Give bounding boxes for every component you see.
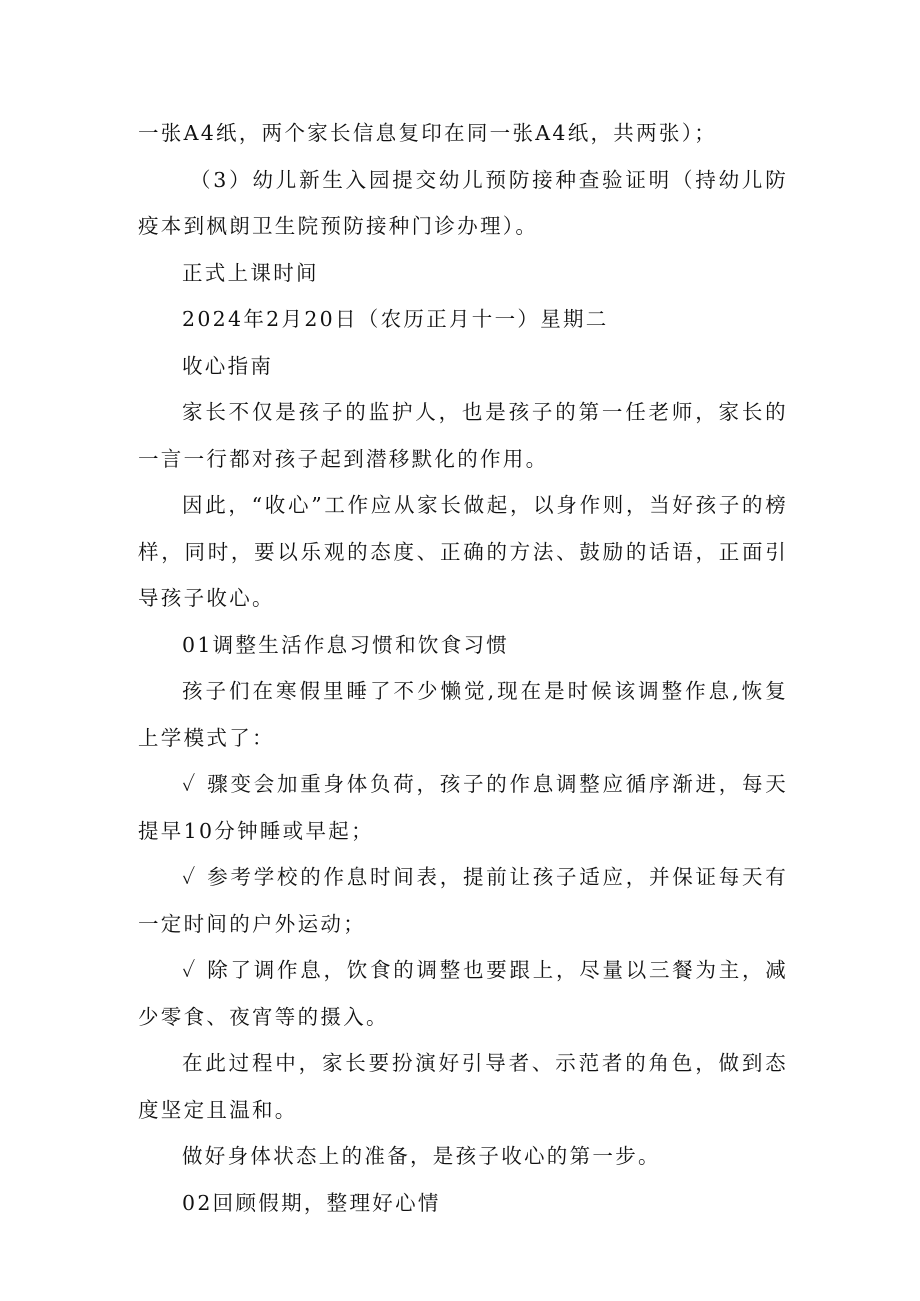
document-body: [138, 110, 788, 1226]
paragraph-item-3: （3）幼儿新生入园提交幼儿预防接种查验证明（持幼儿防疫本到枫朗卫生院预防接种门诊办理）。: [138, 167, 788, 238]
subheading-02: 02回顾假期，整理好心情: [182, 1190, 441, 1215]
subheading-01: 01调整生活作息习惯和饮食习惯: [182, 632, 510, 657]
checklist-item-sleep: ✓ 骤变会加重身体负荷，孩子的作息调整应循序渐进，每天提早10分钟睡或早起；: [138, 772, 788, 843]
paragraph-continuation: 一张A4纸，两个家长信息复印在同一张A4纸，共两张）；: [138, 121, 718, 145]
paragraph-parent-guidance: 在此过程中，家长要扮演好引导者、示范者的角色，做到态度坚定且温和。: [138, 1051, 788, 1122]
paragraph-parents-example: 因此，“收心”工作应从家长做起，以身作则，当好孩子的榜样，同时，要以乐观的态度、正确的方法、鼓励的话语，正面引导孩子收心。: [138, 493, 788, 610]
checklist-item-schedule: ✓ 参考学校的作息时间表，提前让孩子适应，并保证每天有一定时间的户外运动；: [138, 865, 788, 936]
section-heading-class-time: 正式上课时间: [182, 260, 319, 285]
class-start-date: 2024年2月20日（农历正月十一）星期二: [182, 307, 609, 331]
paragraph-parents-role: 家长不仅是孩子的监护人，也是孩子的第一任老师，家长的一言一行都对孩子起到潜移默化的作用。: [138, 400, 788, 471]
checklist-item-diet: ✓ 除了调作息，饮食的调整也要跟上，尽量以三餐为主，减少零食、夜宵等的摄入。: [138, 958, 788, 1029]
paragraph-routine-intro: 孩子们在寒假里睡了不少懒觉,现在是时候该调整作息,恢复上学模式了：: [138, 679, 788, 750]
paragraph-first-step: 做好身体状态上的准备，是孩子收心的第一步。: [182, 1144, 661, 1168]
section-heading-guide: 收心指南: [182, 353, 274, 378]
